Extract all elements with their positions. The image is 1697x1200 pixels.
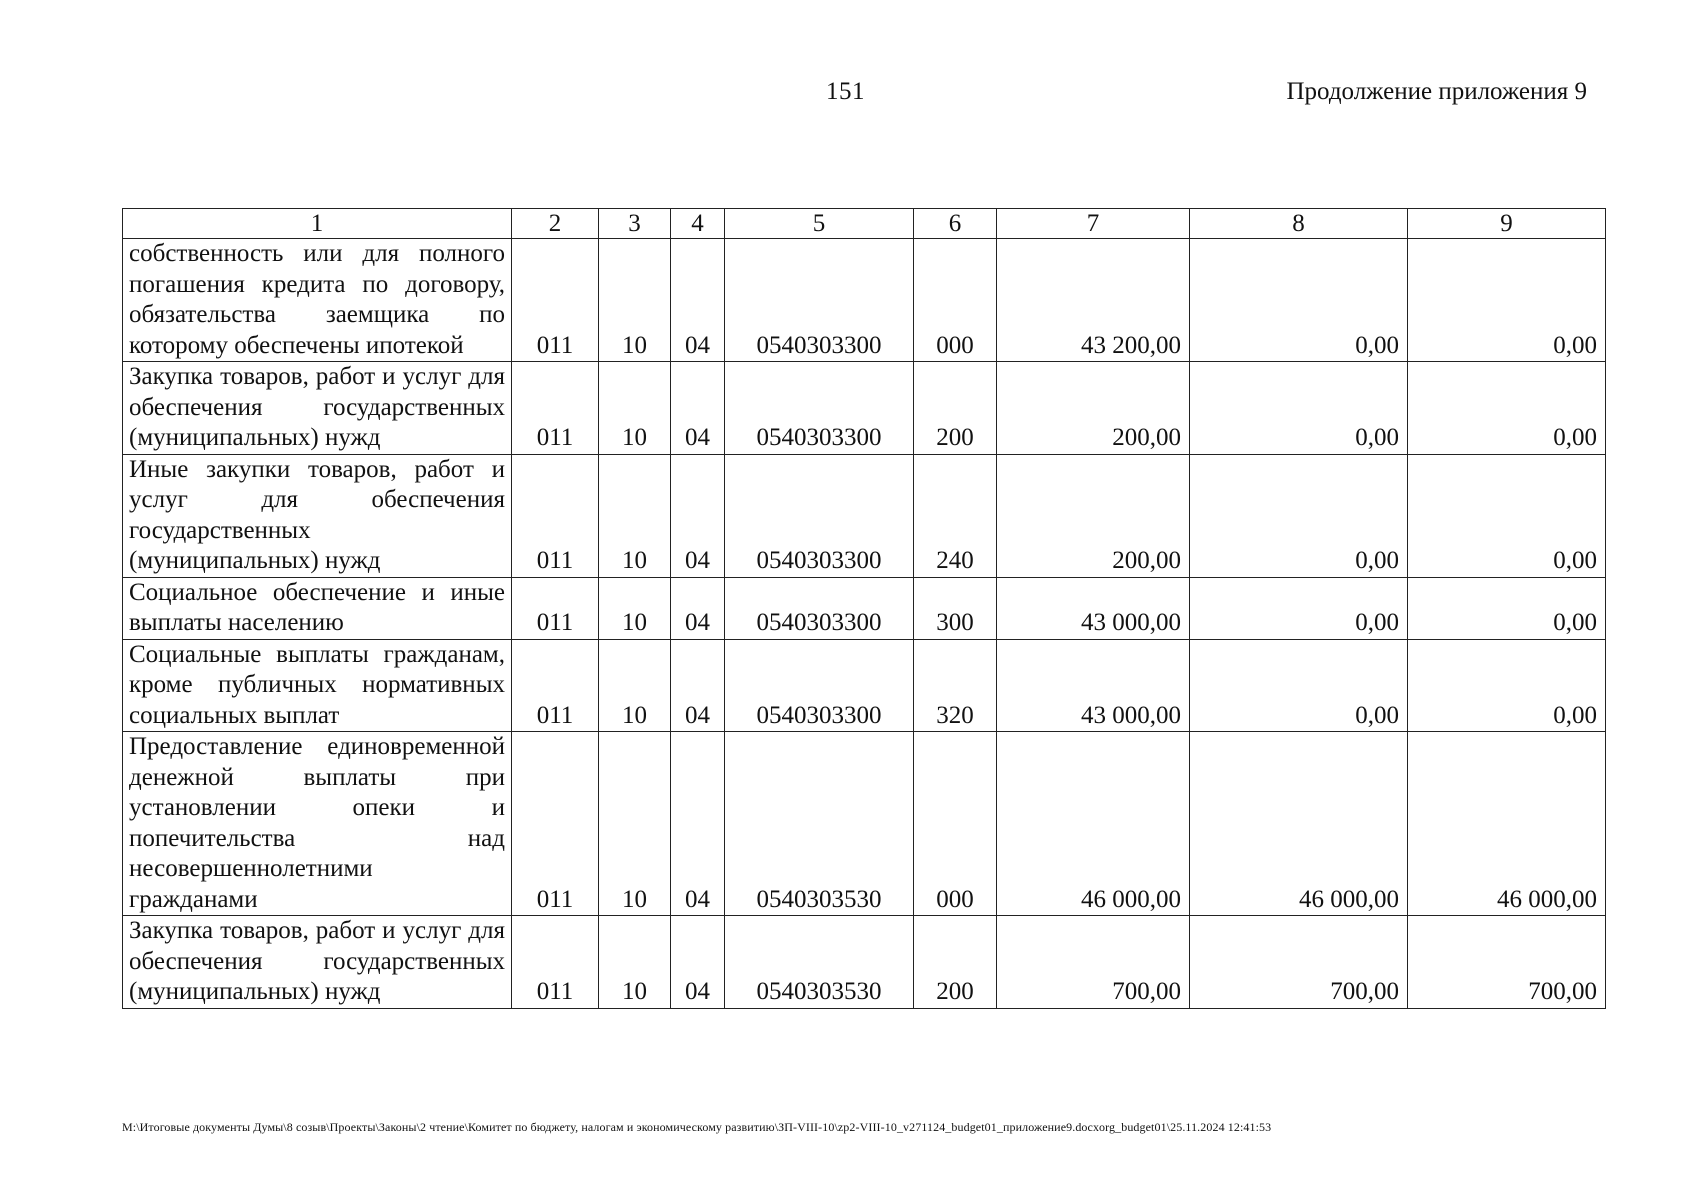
row-cell: 011 <box>512 362 599 455</box>
row-cell: 04 <box>671 239 725 362</box>
appendix-continuation-label: Продолжение приложения 9 <box>1286 78 1587 105</box>
row-name: Закупка товаров, работ и услуг для обеспечения государственных (муниципальных) нужд <box>123 362 512 455</box>
row-cell: 240 <box>914 454 997 577</box>
row-cell: 0540303530 <box>725 916 914 1009</box>
row-cell: 011 <box>512 577 599 639</box>
column-header: 4 <box>671 209 725 239</box>
row-amount: 0,00 <box>1190 362 1408 455</box>
row-amount: 43 000,00 <box>997 639 1190 732</box>
table-row <box>123 577 1606 639</box>
row-amount: 0,00 <box>1408 639 1606 732</box>
row-amount: 0,00 <box>1190 577 1408 639</box>
table-row <box>123 732 1606 916</box>
row-cell: 0540303530 <box>725 732 914 916</box>
row-cell: 320 <box>914 639 997 732</box>
row-cell: 10 <box>599 577 671 639</box>
document-file-path: M:\Итоговые документы Думы\8 созыв\Проекты\Законы\2 чтение\Комитет по бюджету, налогам и экономическому развитию\ЗП-VIII-10\zp2-VIII-10_v271124_budget01_приложение9.docxorg_budget01\25.11.2024 12:41:53 <box>122 1120 1272 1134</box>
column-header: 6 <box>914 209 997 239</box>
row-name: Закупка товаров, работ и услуг для обеспечения государственных (муниципальных) нужд <box>123 916 512 1009</box>
column-header: 8 <box>1190 209 1408 239</box>
row-amount: 0,00 <box>1190 239 1408 362</box>
row-cell: 011 <box>512 454 599 577</box>
row-amount: 700,00 <box>997 916 1190 1009</box>
row-name: Социальное обеспечение и иные выплаты населению <box>123 577 512 639</box>
row-amount: 700,00 <box>1408 916 1606 1009</box>
row-cell: 10 <box>599 732 671 916</box>
row-cell: 0540303300 <box>725 577 914 639</box>
row-amount: 46 000,00 <box>1190 732 1408 916</box>
row-name: Иные закупки товаров, работ и услуг для обеспечения государственных (муниципальных) нужд <box>123 454 512 577</box>
row-cell: 04 <box>671 454 725 577</box>
column-header: 5 <box>725 209 914 239</box>
row-cell: 0540303300 <box>725 362 914 455</box>
row-cell: 10 <box>599 362 671 455</box>
row-amount: 43 200,00 <box>997 239 1190 362</box>
row-amount: 0,00 <box>1190 454 1408 577</box>
row-name: Социальные выплаты гражданам, кроме публичных нормативных социальных выплат <box>123 639 512 732</box>
row-amount: 0,00 <box>1408 239 1606 362</box>
row-amount: 0,00 <box>1408 454 1606 577</box>
row-cell: 011 <box>512 239 599 362</box>
row-cell: 10 <box>599 916 671 1009</box>
row-amount: 700,00 <box>1190 916 1408 1009</box>
row-cell: 0540303300 <box>725 639 914 732</box>
column-header: 1 <box>123 209 512 239</box>
row-cell: 04 <box>671 362 725 455</box>
row-name: собственность или для полного погашения кредита по договору, обязательства заемщика по которому обеспечены ипотекой <box>123 239 512 362</box>
row-amount: 0,00 <box>1408 362 1606 455</box>
row-amount: 0,00 <box>1408 577 1606 639</box>
row-cell: 011 <box>512 732 599 916</box>
row-amount: 43 000,00 <box>997 577 1190 639</box>
row-cell: 04 <box>671 732 725 916</box>
column-header: 2 <box>512 209 599 239</box>
table-row <box>123 639 1606 732</box>
table-row <box>123 239 1606 362</box>
row-amount: 0,00 <box>1190 639 1408 732</box>
page-number: 151 <box>826 78 865 105</box>
table-row <box>123 916 1606 1009</box>
column-header: 3 <box>599 209 671 239</box>
table-row <box>123 362 1606 455</box>
row-cell: 0540303300 <box>725 239 914 362</box>
row-cell: 04 <box>671 639 725 732</box>
column-header: 7 <box>997 209 1190 239</box>
budget-table <box>122 208 1606 1009</box>
row-name: Предоставление единовременной денежной выплаты при установлении опеки и попечительства над несовершеннолетними гражданами <box>123 732 512 916</box>
row-cell: 10 <box>599 239 671 362</box>
row-cell: 300 <box>914 577 997 639</box>
row-cell: 10 <box>599 454 671 577</box>
row-cell: 011 <box>512 639 599 732</box>
row-amount: 200,00 <box>997 362 1190 455</box>
table-header-row <box>123 209 1606 239</box>
row-cell: 0540303300 <box>725 454 914 577</box>
table-row <box>123 454 1606 577</box>
column-header: 9 <box>1408 209 1606 239</box>
row-cell: 000 <box>914 732 997 916</box>
row-cell: 04 <box>671 577 725 639</box>
row-cell: 10 <box>599 639 671 732</box>
row-cell: 04 <box>671 916 725 1009</box>
row-amount: 46 000,00 <box>997 732 1190 916</box>
row-amount: 200,00 <box>997 454 1190 577</box>
row-cell: 200 <box>914 916 997 1009</box>
row-amount: 46 000,00 <box>1408 732 1606 916</box>
row-cell: 200 <box>914 362 997 455</box>
row-cell: 000 <box>914 239 997 362</box>
row-cell: 011 <box>512 916 599 1009</box>
